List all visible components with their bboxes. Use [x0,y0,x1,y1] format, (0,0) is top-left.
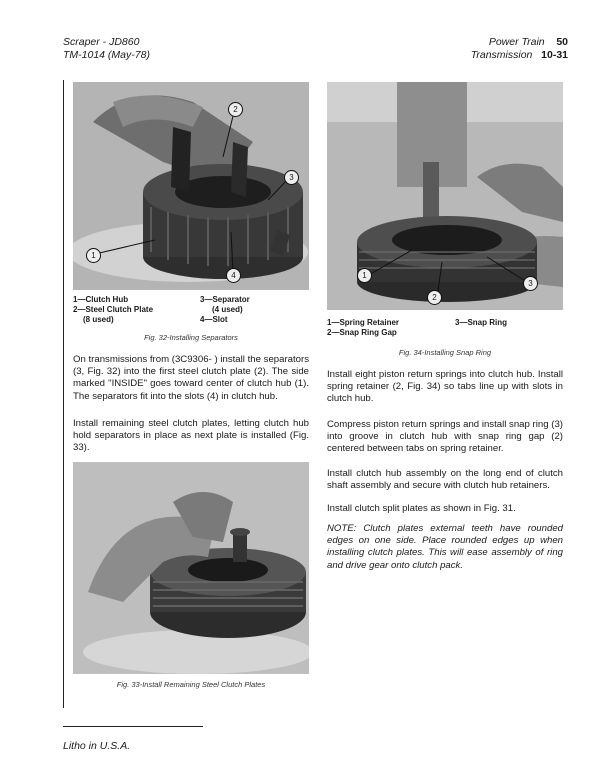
header-model: Scraper - JD860 [63,36,140,48]
left-paragraph-1: On transmissions from (3C9306- ) install the separators (3, Fig. 32) into the first steel clutch plate (2). The side marked "INSIDE" goes toward center of clutch hub (1). The separators fit into the slots (4) in clutch hub. [73,354,309,402]
fig32-legend-item: 3—Separator [200,295,250,304]
fig32-callout-3: 3 [284,170,299,185]
left-margin-rule [63,80,64,708]
right-paragraph-1: Install eight piston return springs into clutch hub. Install spring retainer (2, Fig. 34) so tabs line up with slots in clutch hub. [327,369,563,405]
fig34-legend-item: 3—Snap Ring [455,318,508,327]
fig32-legend-col2 [200,295,250,325]
fig32-callout-2: 2 [228,102,243,117]
left-paragraph-2: Install remaining steel clutch plates, letting clutch hub hold separators in place as next plate is installed (Fig. 33). [73,418,309,454]
fig32-legend-item: (8 used) [83,315,114,324]
fig32-legend-item: 2—Steel Clutch Plate [73,305,154,314]
right-note: NOTE: Clutch plates external teeth have rounded edges on one side. Place rounded edges up when installing clutch plates. This will ease assembly of ring and drive gear onto clutch pack. [327,523,563,571]
fig34-legend-item: 2—Snap Ring Gap [327,328,397,337]
fig32-legend-item: (4 used) [212,305,243,314]
fig34-callout-2: 2 [427,290,442,305]
fig34-callout-1: 1 [357,268,372,283]
fig32-legend-item: 1—Clutch Hub [73,295,129,304]
fig34-caption: Fig. 34-Installing Snap Ring [398,348,492,357]
fig34-photo [327,82,563,310]
fig32-callout-4: 4 [226,268,241,283]
fig33-photo [73,462,309,674]
header-group-number: 50 [556,36,568,48]
fig34-legend-col2 [455,318,507,328]
footer-litho: Litho in U.S.A. [63,740,131,752]
header-manual-number: TM-1014 (May-78) [63,49,150,61]
header-section: Power Train [488,36,545,48]
header-left [63,36,150,62]
fig32-callout-1: 1 [86,248,101,263]
header-right [471,36,568,62]
fig32-photo [73,82,309,290]
footer-rule [63,726,203,727]
right-paragraph-4: Install clutch split plates as shown in Fig. 31. [327,503,516,514]
fig32-legend-col1 [73,295,153,325]
fig32-caption: Fig. 32-Installing Separators [144,333,238,342]
fig34-legend-item: 1—Spring Retainer [327,318,400,327]
fig33-caption: Fig. 33-Install Remaining Steel Clutch Plates [116,680,266,689]
fig32-legend-item: 4—Slot [200,315,228,324]
header-page-number: 10-31 [541,49,568,61]
fig34-legend-col1 [327,318,399,338]
fig34-callout-3: 3 [523,276,538,291]
right-paragraph-3: Install clutch hub assembly on the long end of clutch shaft assembly and secure with clutch hub retainers. [327,468,563,492]
right-paragraph-2: Compress piston return springs and install snap ring (3) into groove in clutch hub with snap ring gap (2) centered between tabs on spring retainer. [327,419,563,455]
header-subsection: Transmission [470,49,533,61]
